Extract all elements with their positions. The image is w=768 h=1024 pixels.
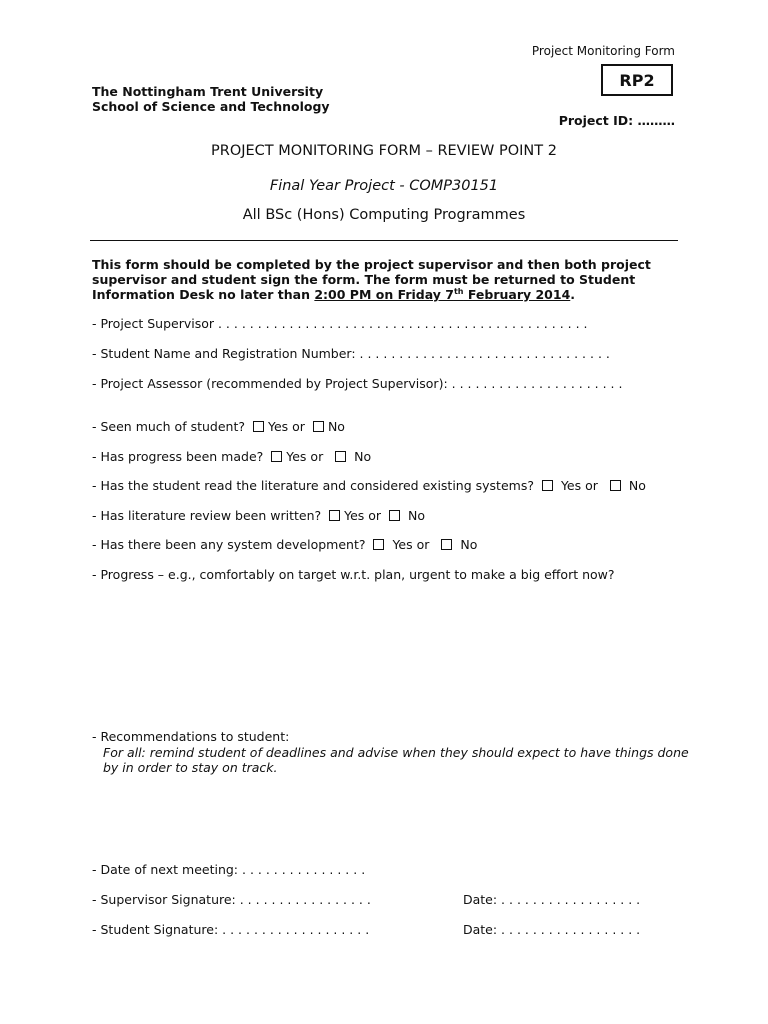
deadline (314, 287, 570, 302)
project-assessor-field[interactable]: - Project Assessor (recommended by Project Supervisor): . . . . . . . . . . . . . . . . . . . . . . (92, 376, 623, 391)
no-checkbox[interactable] (335, 451, 346, 462)
next-meeting-field[interactable]: - Date of next meeting: . . . . . . . . . . . . . . . . (92, 862, 366, 877)
divider (90, 240, 678, 241)
deadline-date: 2:00 PM on Friday 7 (314, 287, 454, 302)
question-progress-made (92, 449, 371, 464)
instructions-text: This form should be completed by the project supervisor and then both project supervisor and student sign the form. The form must be returned to Student Information Desk no later than (92, 257, 651, 302)
yes-label: Yes or (344, 508, 382, 523)
supervisor-date-field[interactable]: Date: . . . . . . . . . . . . . . . . . . (463, 892, 641, 907)
no-checkbox[interactable] (313, 421, 324, 432)
question-text: - Seen much of student? (92, 419, 246, 434)
question-text: - Has the student read the literature and considered existing systems? (92, 478, 534, 493)
project-id: Project ID: ……… (558, 113, 675, 128)
no-label: No (327, 419, 345, 434)
yes-checkbox[interactable] (329, 510, 340, 521)
yes-label: Yes or (388, 537, 430, 552)
question-system-development (92, 537, 477, 552)
no-label: No (456, 537, 478, 552)
instructions-end: . (570, 287, 576, 302)
form-name: Project Monitoring Form (531, 44, 675, 58)
yes-label: Yes or (556, 478, 598, 493)
deadline-month: February 2014 (463, 287, 571, 302)
question-seen-student (92, 419, 345, 434)
student-date-field[interactable]: Date: . . . . . . . . . . . . . . . . . . (463, 922, 641, 937)
programmes-title: All BSc (Hons) Computing Programmes (242, 207, 526, 223)
form-title: PROJECT MONITORING FORM – REVIEW POINT 2 (211, 143, 557, 159)
question-text: - Has progress been made? (92, 449, 264, 464)
yes-checkbox[interactable] (373, 539, 384, 550)
question-text: - Has literature review been written? (92, 508, 322, 523)
no-checkbox[interactable] (389, 510, 400, 521)
recommendations-label: - Recommendations to student: (92, 729, 290, 744)
instructions (92, 257, 692, 302)
no-label: No (624, 478, 646, 493)
yes-checkbox[interactable] (253, 421, 264, 432)
yes-checkbox[interactable] (542, 480, 553, 491)
deadline-suffix: th (453, 286, 464, 296)
no-label: No (404, 508, 426, 523)
question-literature-review (92, 508, 425, 523)
student-signature-field[interactable]: - Student Signature: . . . . . . . . . . . . . . . . . . . (92, 922, 370, 937)
question-text: - Has there been any system development? (92, 537, 366, 552)
project-supervisor-field[interactable]: - Project Supervisor . . . . . . . . . . . . . . . . . . . . . . . . . . . . . . . . . . . . . . . . . . . . . . . (92, 316, 588, 331)
no-label: No (350, 449, 372, 464)
no-checkbox[interactable] (441, 539, 452, 550)
yes-label: Yes or (286, 449, 324, 464)
progress-question: - Progress – e.g., comfortably on target w.r.t. plan, urgent to make a big effort now? (92, 567, 615, 582)
supervisor-signature-field[interactable]: - Supervisor Signature: . . . . . . . . . . . . . . . . . (92, 892, 371, 907)
rp2-badge: RP2 (601, 64, 673, 96)
yes-label: Yes or (268, 419, 305, 434)
yes-checkbox[interactable] (271, 451, 282, 462)
recommendations-text[interactable]: For all: remind student of deadlines and advise when they should expect to have things done by in order to stay on track. (103, 745, 689, 775)
student-name-field[interactable]: - Student Name and Registration Number: . . . . . . . . . . . . . . . . . . . . . . . . . . . . . . . . (92, 346, 610, 361)
university-name: The Nottingham Trent University (92, 84, 324, 99)
institution-block (92, 84, 330, 114)
question-literature-read (92, 478, 646, 493)
no-checkbox[interactable] (610, 480, 621, 491)
course-title: Final Year Project - COMP30151 (269, 178, 499, 194)
school-name: School of Science and Technology (92, 99, 330, 114)
